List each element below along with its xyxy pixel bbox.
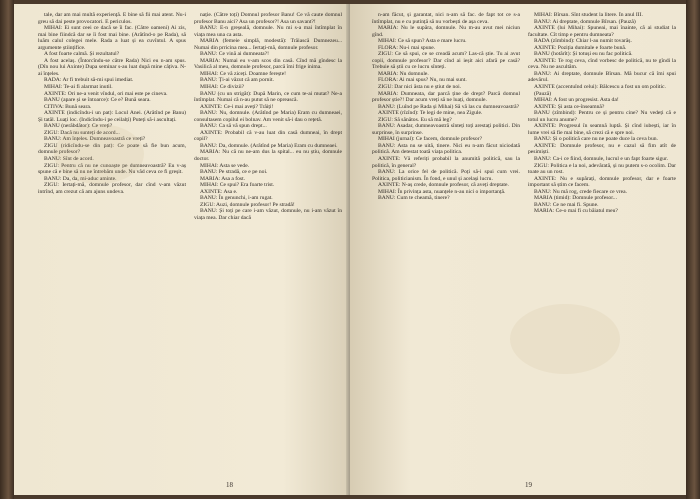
dialogue-paragraph: BANU: Ai dreptate, domnule Bîrsan. Mă bucur că îmi spui adevărul. <box>528 70 676 84</box>
dialogue-paragraph: MARIA: Ce-o mai fi cu băiatul meu? <box>534 208 618 215</box>
dialogue-paragraph: MIHAI: Ce vă ziceți. Doamne ferește! <box>200 70 287 77</box>
dialogue-paragraph: AXINTE: Nu e supărați, domnule profesor, dar e foarte important să știm ce facem. <box>528 175 676 189</box>
dialogue-paragraph: MIHAI: În privința asta, nuanțele n-au nici o importanță. <box>378 188 506 195</box>
dialogue-paragraph: BANU (hotărît): Și totuși eu nu fac politică. <box>534 51 633 58</box>
dialogue-paragraph: BANU: Asadar, dumneavoastră sînteți toți arestați politici. Din surprinse, în surprinse. <box>372 123 520 136</box>
dialogue-paragraph: BANU: Și o politică care nu ne poate duce la ceva bun. <box>534 136 658 143</box>
dialogue-paragraph: AXINTE: Și asta ce-înseamnă? <box>534 103 605 110</box>
dialogue-paragraph: MIHAI (jurnal): Ce facem, domnule profesor? <box>378 136 483 143</box>
dialogue-paragraph: AXINTE (rîzînd): Te legi de mine, nea Zigule. <box>378 110 483 117</box>
dialogue-paragraph: ZIGU: Auzi, domnule profesor! Pe stradă! <box>200 201 295 208</box>
dialogue-paragraph: MIHAI: Asta se vede. <box>200 162 250 169</box>
dialogue-paragraph: ZIGU: Iertați-mă, domnule profesor, dar cînd v-am văzut intrînd, am crezut că am ajuns undeva. <box>38 182 186 195</box>
dialogue-paragraph: MIHAI: Ei sunt ceei ce dacă se îi fac. (Către oameni) Ai zis, mai bine fiindcă dar se îi fost mai bine. (Arătînd-o pe Rada), să luăm calul colegei mele. Rada a luat și ea cuvîntul. A spus argumente științifice. <box>38 25 186 51</box>
dialogue-paragraph: FLORA: Nu-i mai spune. <box>378 44 436 51</box>
right-page-number: 19 <box>525 481 532 489</box>
dialogue-paragraph: ZIGU: Să sănătos. Eu să mă leg? <box>378 116 452 123</box>
dialogue-paragraph: MARIA: Nu că nu ne-am dus la spital... eu nu știu, domnule doctor. <box>194 149 342 163</box>
dialogue-paragraph: AXINTE: Asa e. <box>200 188 238 195</box>
dialogue-paragraph: BANU: Da, domnule. (Arătînd pe Maria) Eram cu dumneaei. <box>200 142 338 149</box>
dialogue-paragraph: BANU: Ce ne mai fi. Spune. <box>534 201 599 208</box>
dialogue-paragraph: MARIA (femeie simplă, modestă): Trăiască Dumnezeu... Numai din prricina mea... Iertați-mă, domnule profesor. <box>194 38 342 51</box>
dialogue-paragraph: BANU (zîmbind): Pentru ce și pentru cine? Nu vedeți că e totul un lucru anume? <box>528 110 676 123</box>
dialogue-paragraph: AXINTE: Progresul în seamnă luptă. Și cînd iubești, iar în lume vrei să fie mai bine, să crezi că e spre noi. <box>528 123 676 136</box>
dialogue-paragraph: ZIGU: Dacă nu sunteți de acord... <box>44 129 120 136</box>
dialogue-paragraph: MIHAI: Te-ai fi alarmat inutil. <box>44 84 113 91</box>
dialogue-paragraph: MIHAI: Ce divizii? <box>200 84 245 91</box>
book-cover-right-edge <box>686 0 700 499</box>
dialogue-paragraph: BANU (nerăbdător): Ce vreți? <box>44 123 113 130</box>
dialogue-paragraph: tale, dar am mai multă experiență. E bine să fii mai atent. Nu-i greu să dai peste provocatori. E periculos. <box>38 12 186 25</box>
dialogue-paragraph: BANU: Am înțeles. Dumneavoastră ce vreți? <box>44 136 146 143</box>
dialogue-paragraph: AXINTE: Vă referiți probabil la anumită politică, sau la politică, în general? <box>372 156 520 169</box>
dialogue-paragraph: MARIA: Numai eu v-am scos din casă. Cînd mă gîndesc la Vasilică al meu, domnule profesor, parcă îmi frige inima. <box>194 57 342 71</box>
dialogue-paragraph: BANU: Ce vină ai dumneata?! <box>200 51 269 58</box>
dialogue-paragraph: BANU: Asta nu se uită, tinere. Nici eu n-am făcut niciodată politică. Am detestat toată viața politica. <box>372 142 520 156</box>
dialogue-paragraph: AXINTE (accentuînd celui): Bălcescu a fost un om politic. <box>534 84 666 91</box>
dialogue-paragraph: AXINTE (lui Mihai): Spuneai, mai înainte, că ai studiat la facultate. Cît timp e pentru dumneata? <box>528 25 676 38</box>
dialogue-paragraph: RADA: Ar fi trebuit să-mi spui imediat. <box>44 77 134 84</box>
dialogue-paragraph: BANU: Pe stradă, ce e pe noi. <box>200 169 268 176</box>
dialogue-paragraph: A fost foarte calmă. Și rezultatul? <box>44 51 120 58</box>
dialogue-paragraph: BANU: Ai dreptate, domnule Bîrsan. (Pauză) <box>534 18 636 25</box>
dialogue-paragraph: BANU: E-n greșeală, domnule. Nu mi s-a mai întîmplat în viața mea una ca asta. <box>194 25 342 38</box>
dialogue-paragraph: ZIGU: Pentru că nu ne cunoaște pe dumneavoastră? Eu v-aș spune că e bine să nu ne întrebăm unde. Nu văd ceva ce fi greșit. <box>38 162 186 176</box>
dialogue-paragraph: MARIA (timid): Domnule profesor... <box>534 195 617 202</box>
left-page-column-1 <box>38 12 186 472</box>
dialogue-paragraph: BANU: În genunchi, i-am rugat. <box>200 195 273 202</box>
dialogue-paragraph: BANU: Nu, domnule. (Arătînd pe Maria) Eram cu dumneaei, consultasem copilul ei bolnav. Am venit să-i dau o rețetă. <box>194 110 342 123</box>
dialogue-paragraph: BANU (cu un strigăt): După Marin, ce cum te-ai mutat? Ne-a întîmplat. Numai că n-au putut să ne oprească. <box>194 90 342 104</box>
right-page-column-2 <box>528 12 676 472</box>
dialogue-paragraph: AXINTE (indicîndu-i un pat): Locul Anei. (Arătînd pe Banu) Și tatăl. Luați loc. (Indicîndu-i pe ceilalți) Puteți să-i ascultați. <box>38 110 186 123</box>
dialogue-paragraph: BANU: La orice fel de politică. Poți să-i spui cum vrei. Politica, politicianism. În fond, e unul și același lucru. <box>372 169 520 182</box>
dialogue-paragraph: n-am făcut, și garantat, nici n-am să fac. de fapt tot ce s-a întîmplat, nu e cu putință să nu vorbești de așa ceva. <box>372 12 520 25</box>
paper-stain <box>54 124 144 184</box>
dialogue-paragraph: ZIGU: Dar nici ăsta nu e știut de noi. <box>378 84 462 91</box>
dialogue-paragraph: MIHAI: Ce spui? Era foarte trist. <box>200 182 275 189</box>
dialogue-paragraph: BANU: (Luînd pe Rada și Mihai) Să vă las cu dumneavoastră? <box>378 103 520 110</box>
dialogue-paragraph: ZIGU: Politica e la noi, adevărată, și nu putem s-o ocolim. Dar toate au un rost. <box>528 162 676 176</box>
dialogue-paragraph: BANU: Ți-ai văzut că am pornit. <box>200 77 274 84</box>
dialogue-paragraph: (Pauză) <box>534 90 552 97</box>
dialogue-paragraph: AXINTE: Te rog ceva, cînd vorbesc de politică, nu te gîndi la ceva. Nu ne ascultăm. <box>528 57 676 71</box>
paper-stain <box>510 304 620 374</box>
dialogue-paragraph: BANU: Ca să vă spun drept... <box>200 123 267 130</box>
dialogue-paragraph: ZIGU: Ce să spui, ce se creadă acum? Las-că știe. Tu ai avut copii, domnule profesor? Dar cînd ai ieșit aici afară pe casă? Trebuie să știi cu ce lucru sînteți. <box>372 51 520 71</box>
dialogue-paragraph: A fost acelaș. (Întorcîndu-se către Rada) Nici eu n-am spus. (Dîn nou lui Axinte) Dupa seminar s-au luat după mine câțiva. N-ai înțeles. <box>38 57 186 77</box>
dialogue-paragraph: FLORA: Ai mai spus? Nu, nu mai sunt. <box>378 77 467 84</box>
dialogue-paragraph: MIHAI: Bîrsan. Sînt student la litere. În anul III. <box>534 12 643 18</box>
dialogue-paragraph: MARIA: Asa a fost. <box>200 175 246 182</box>
dialogue-paragraph: AXINTE: Domnule profesor, nu e cazul să fim atît de pesimiști. <box>528 142 676 156</box>
dialogue-paragraph: AXINTE: N-aș crede, domnule profesor, că aveți dreptate. <box>378 182 509 189</box>
dialogue-paragraph: RADA (zîmbind): Chiar l-au numit tovarăș. <box>534 38 632 45</box>
dialogue-paragraph: CITIVA: Bună seara. <box>44 103 92 110</box>
left-page-number: 18 <box>226 481 233 489</box>
dialogue-paragraph: MIHAI: A fost un progresist. Asta da! <box>534 97 619 104</box>
dialogue-paragraph: BANU: Da, da, mi-aduc aminte. <box>44 175 117 182</box>
dialogue-paragraph: AXINTE: Ce-i mai aveți? Trăiți! <box>200 103 274 110</box>
right-page-columns <box>372 12 676 472</box>
dialogue-paragraph: AXINTE: Probabil că v-au luat din casă dumneai, în drept copil? <box>194 129 342 143</box>
dialogue-paragraph: MARIA: Dumneata, dar parcă ține de drept? Parcă domnul profesor știe?! Dar acum vreți să ne luați, domnule. <box>372 90 520 104</box>
dialogue-paragraph: BANU: Și toți pe care i-am văzut, domnule, nu i-am văzut în viața mea. Dar chiar dacă <box>194 208 342 221</box>
left-page-columns <box>38 12 342 472</box>
right-page-column-1 <box>372 12 520 472</box>
left-page-column-2 <box>194 12 342 472</box>
dialogue-paragraph: AXINTE: Ori ne-a venit vîndul, ori mai este pe cineva. <box>44 90 168 97</box>
dialogue-paragraph: BANU: Sînt de acord. <box>44 156 94 163</box>
dialogue-paragraph: nație. (Către toți) Domnul profesor Banu! Ce vă caute domnul profesor Banu aici? Asa un profesor?! Asa un savant?! <box>194 12 342 25</box>
left-page <box>14 4 350 495</box>
dialogue-paragraph: MARIA: Nu le supăra, domnule. Nu m-au avut mei niciun gînd. <box>372 25 520 38</box>
dialogue-paragraph: BANU: Nu mă rog, crede fiecare ce vrea. <box>534 188 628 195</box>
dialogue-paragraph: MARIA: Nu domnule. <box>378 70 429 77</box>
right-page <box>350 4 686 495</box>
book-cover-left-edge <box>0 0 14 499</box>
dialogue-paragraph: BANU: Ca-i ce fiind, domnule, lucrul e un fapt foarte sigur. <box>534 156 669 163</box>
dialogue-paragraph: AXINTE: Poziția dumitale e foarte bună. <box>534 44 627 51</box>
dialogue-paragraph: BANU (apare și se întoarce): Ce e? Bună seara. <box>44 97 151 104</box>
dialogue-paragraph: BANU: Cum te cheamă, tinere? <box>378 195 450 202</box>
dialogue-paragraph: ZIGU (ridicîndu-se din pat): Ce poate să fie bun acum, domnule profesor? <box>38 142 186 156</box>
dialogue-paragraph: MIHAI: Ce să spun? Asta e mare lucru. <box>378 38 467 45</box>
